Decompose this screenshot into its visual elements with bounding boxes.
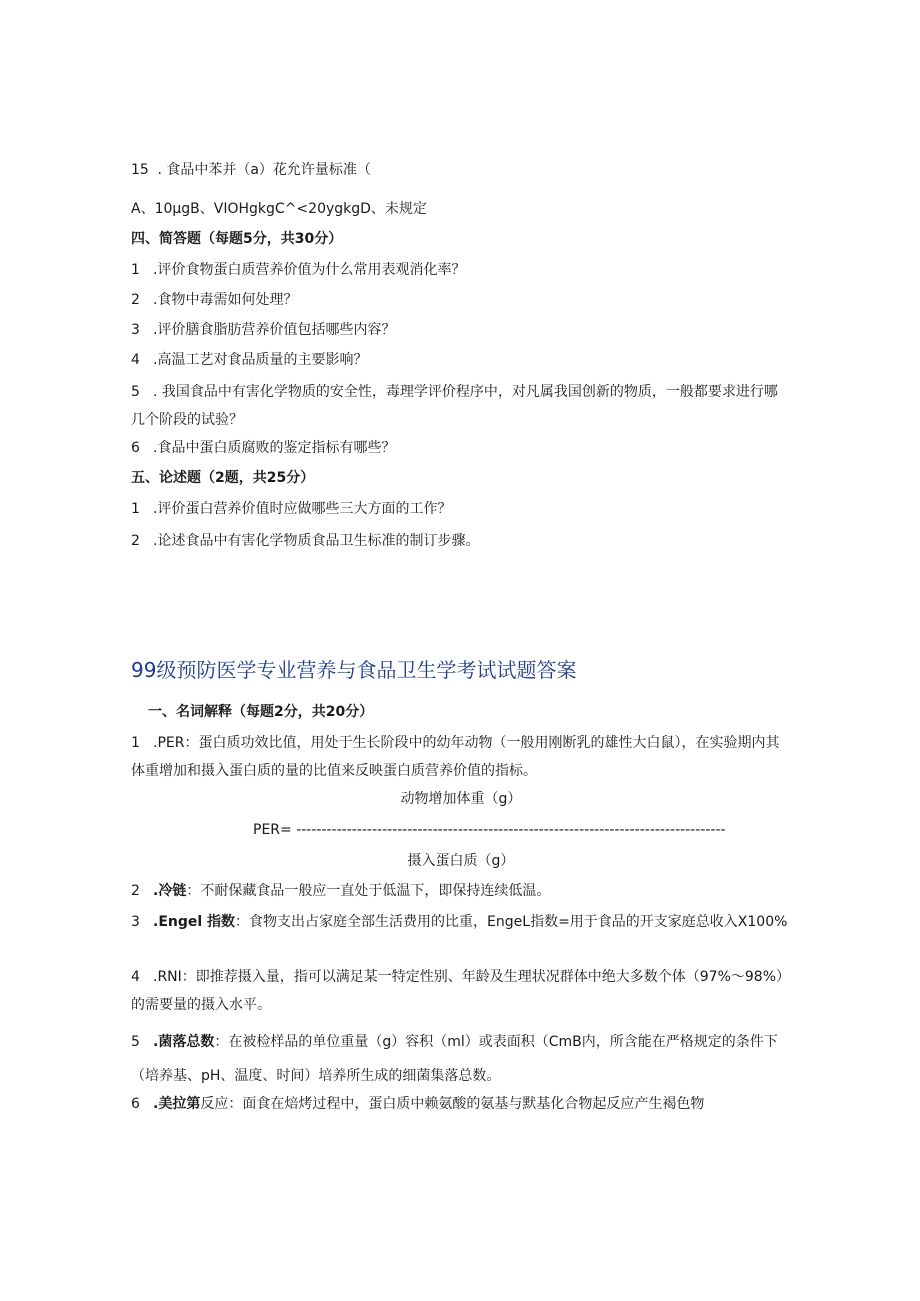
- item-text: . 我国食品中有害化学物质的安全性，毒理学评价程序中，对凡属我国创新的物质，一般都要求进行哪几个阶段的试验？: [131, 384, 778, 428]
- formula-denominator: 摄入蛋白质（g）: [407, 853, 515, 869]
- item-number: 6: [131, 440, 140, 456]
- item-number: 5: [131, 384, 140, 400]
- question-15: [131, 160, 791, 181]
- list-item: [131, 350, 791, 371]
- answers-title: 99级预防医学专业营养与食品卫生学考试试题答案: [131, 658, 577, 682]
- answer-4: [131, 963, 791, 1019]
- item-text: ：不耐保藏食品一般应一直处于低温下，即保持连续低温。: [186, 883, 551, 899]
- item-number: 4: [131, 969, 140, 985]
- item-text: .评价蛋白营养价值时应做哪些三大方面的工作？: [153, 501, 452, 517]
- item-text: ：在被检样品的单位重量（g）容积（ml）或表面积（CmB内，所含能在严格规定的条件下（培养基、pH、温度、时间）培养所生成的细菌集落总数。: [131, 1034, 778, 1084]
- list-item: [131, 378, 791, 434]
- list-item: [131, 290, 791, 311]
- list-item: [131, 438, 791, 459]
- section-5-heading: 五、论述题（2题，共25分）: [131, 470, 315, 486]
- question-15-options: A、10μgB、VIOHgkgC^<20ygkgD、未规定: [131, 201, 427, 217]
- list-item: [131, 320, 791, 341]
- question-text: . 食品中苯并（a）花允许量标准（: [157, 162, 371, 178]
- item-number: 6: [131, 1096, 140, 1112]
- answer-5: [131, 1025, 791, 1093]
- item-number: 3: [131, 322, 140, 338]
- term: .菌落总数: [153, 1034, 215, 1050]
- term: .美拉第: [153, 1096, 201, 1112]
- formula-numerator: 动物增加体重（g）: [400, 791, 522, 807]
- item-text: ：食物支出占家庭全部生活费用的比重，EngeL指数=用于食品的开支家庭总收入X100%: [235, 914, 788, 930]
- item-number: 1: [131, 735, 140, 751]
- item-number: 1: [131, 262, 140, 278]
- item-text: 反应：面食在焙烤过程中，蛋白质中赖氨酸的氨基与默基化合物起反应产生褐色物: [200, 1096, 705, 1112]
- item-number: 4: [131, 352, 140, 368]
- answers-section-1-heading: 一、名词解释（每题2分，共20分）: [148, 704, 374, 720]
- term: .Engel 指数: [153, 914, 236, 930]
- item-text: .评价食物蛋白质营养价值为什么常用表观消化率？: [153, 262, 466, 278]
- answer-2: [131, 881, 791, 902]
- item-number: 2: [131, 292, 140, 308]
- answer-1: [131, 729, 791, 785]
- item-text: .RNI：即推荐摄入量，指可以满足某一特定性别、年龄及生理状况群体中绝大多数个体（97%～98%）的需要量的摄入水平。: [131, 969, 791, 1013]
- question-number: 15: [131, 162, 149, 178]
- list-item: [131, 499, 791, 520]
- answer-3: [131, 908, 791, 936]
- item-number: 2: [131, 883, 140, 899]
- item-number: 3: [131, 914, 140, 930]
- item-number: 1: [131, 501, 140, 517]
- answer-6: [131, 1094, 791, 1115]
- list-item: [131, 531, 791, 552]
- formula-line: PER= -------------------------------------------------------------------------------------: [253, 822, 726, 838]
- item-text: .高温工艺对食品质量的主要影响？: [153, 352, 368, 368]
- item-text: .评价膳食脂肪营养价值包括哪些内容？: [153, 322, 396, 338]
- list-item: [131, 260, 791, 281]
- item-number: 2: [131, 533, 140, 549]
- item-text: .食品中蛋白质腐败的鉴定指标有哪些？: [153, 440, 396, 456]
- section-4-heading: 四、简答题（每题5分，共30分）: [131, 231, 343, 247]
- item-text: .PER：蛋白质功效比值，用处于生长阶段中的幼年动物（一般用刚断乳的雄性大白鼠），在实验期内其体重增加和摄入蛋白质的量的比值来反映蛋白质营养价值的指标。: [131, 735, 780, 779]
- item-text: .论述食品中有害化学物质食品卫生标准的制订步骤。: [153, 533, 480, 549]
- item-number: 5: [131, 1034, 140, 1050]
- item-text: .食物中毒需如何处理？: [153, 292, 298, 308]
- term: .冷链: [153, 883, 187, 899]
